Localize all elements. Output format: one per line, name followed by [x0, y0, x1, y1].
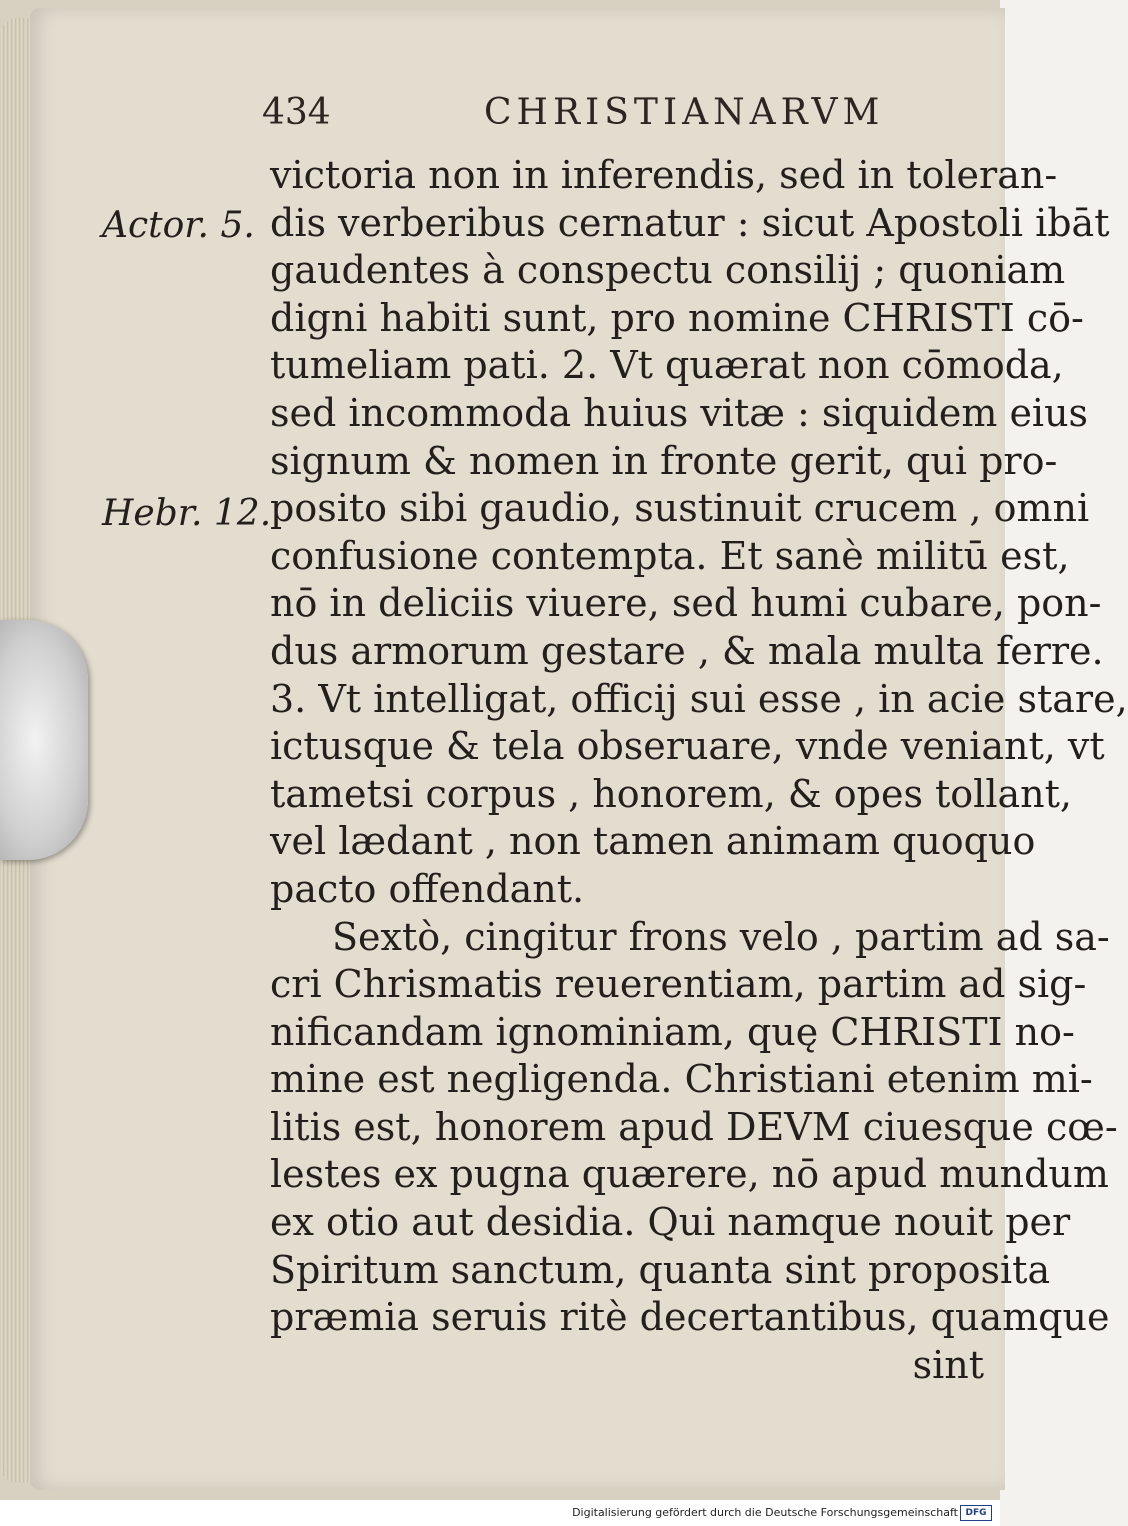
- text-line: victoria non in inferendis, sed in toleran-: [270, 153, 1058, 197]
- page-number: 434: [262, 92, 331, 133]
- dfg-logo: DFG: [960, 1505, 992, 1521]
- text-line: digni habiti sunt, pro nomine CHRISTI cō-: [270, 295, 1084, 340]
- text-line: vel lædant , non tamen animam quoquo: [270, 819, 1036, 864]
- text-line: ex otio aut desidia. Qui namque nouit per: [270, 1200, 1071, 1245]
- text-line: ictusque & tela obseruare, vnde veniant, vt: [270, 724, 1105, 769]
- text-line: nō in deliciis viuere, sed humi cubare, pon-: [270, 581, 1102, 626]
- text-line: tumeliam pati. 2. Vt quærat non cōmoda,: [270, 343, 1064, 388]
- page-header: [262, 92, 982, 142]
- running-title: CHRISTIANARVM: [484, 92, 885, 133]
- text-line: cri Chrismatis reuerentiam, partim ad sig-: [270, 962, 1087, 1007]
- text-line: nificandam ignominiam, quę CHRISTI no-: [270, 1009, 1075, 1054]
- text-line: confusione contempta. Et sanè militū est,: [270, 533, 1070, 578]
- text-line: mine est negligenda. Christiani etenim mi-: [270, 1057, 1093, 1102]
- text-line: posito sibi gaudio, sustinuit crucem , omni: [270, 486, 1090, 531]
- body-text: [270, 152, 1128, 1389]
- footer-bar: [0, 1500, 1000, 1526]
- text-line: 3. Vt intelligat, officij sui esse , in acie stare,: [270, 676, 1128, 721]
- text-line: tametsi corpus , honorem, & opes tollant,: [270, 771, 1072, 816]
- margin-note: Hebr. 12.: [102, 493, 272, 534]
- funding-credit: Digitalisierung gefördert durch die Deutsche Forschungsgemeinschaft: [572, 1506, 958, 1519]
- margin-note: Actor. 5.: [102, 205, 255, 246]
- catchword: sint: [912, 1342, 984, 1387]
- page-clip: [0, 620, 88, 860]
- text-line: Sextò, cingitur frons velo , partim ad sa-: [332, 914, 1110, 959]
- text-line: litis est, honorem apud DEVM ciuesque cœ-: [270, 1104, 1118, 1149]
- text-line: pacto offendant.: [270, 866, 585, 911]
- text-line: gaudentes à conspectu consilij ; quoniam: [270, 248, 1066, 293]
- text-line: sed incommoda huius vitæ : siquidem eius: [270, 390, 1089, 435]
- text-line: præmia seruis ritè decertantibus, quamque: [270, 1295, 1110, 1340]
- text-line: dus armorum gestare , & mala multa ferre.: [270, 628, 1104, 673]
- text-line: signum & nomen in fronte gerit, qui pro-: [270, 438, 1058, 483]
- text-line: dis verberibus cernatur : sicut Apostoli ibāt: [270, 200, 1110, 245]
- text-line: Spiritum sanctum, quanta sint proposita: [270, 1247, 1051, 1292]
- text-line: lestes ex pugna quærere, nō apud mundum: [270, 1152, 1109, 1197]
